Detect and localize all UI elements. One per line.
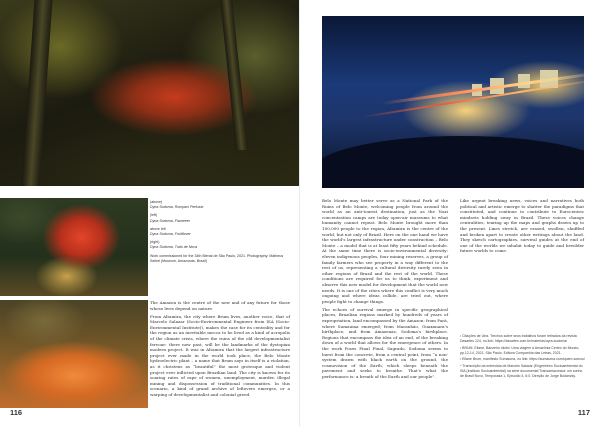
caption-entry: (right) Dyna Sodoma, Tudo de Nova xyxy=(150,240,198,250)
night-city-photo xyxy=(322,16,584,188)
footnote: ⁴ Transcrição da entrevista de Marcelo Salazar (Engenheiro Socioambiental do ISA (Instituto Socioambiental) na série documental Transamazonica: um sonho de Brasil Novo, Temporada 1, Episódio 3, 6:0. Direção de Jorge Bodanzky. xyxy=(460,363,583,378)
tree-trunk xyxy=(21,0,52,186)
footnotes xyxy=(460,334,586,380)
photo-captions xyxy=(150,200,290,267)
caption-entry: above left Dyna Sodoma, Fruitflover xyxy=(150,226,191,237)
paragraph: From Altamira, the city where Brum lives, another voice, that of Marcelo Salazar (Socio-Environmental Engineer from ISA (Socio-Environmental Institute)), makes the case for its centrality and for the region as an inevitable mecca to be lived as a kind of acropolis of the climate crisis, where the ruins of the old developmentalist fervour: there now past, will be the landmarks of the dystopian modern project. It was in Altamira that the largest infrastructure project ever made in the world took place, the Belo Monte hydroelectric plant – a name that Brum says in itself is a violation, as it christens as “beautiful” the most grotesque and violent project ever inflicted upon Brazilian land. The city is known for its soaring rates of rape of women, unemployment, murder, illegal mining and dispossession of traditional communities. In this scenario, a kind of grand archive of leftovers emerges, or a warping of developmentalist and colonial greed. xyxy=(150,313,290,397)
left-body-text xyxy=(150,300,290,400)
caption-note: Work commissioned for the 34th Bienal de São Paulo, 2021. Photography: Matheus Seibel (Museum, Amazonas, Brazil) xyxy=(150,253,284,263)
paragraph: The echoes of survival emerge in specific geographical places, Brazilian regions marked by hundreds of years of expropriation, land encompassed by the Amazon: from Pará, where Sumauma emerged; from Maranhão, Guaxanara’s birthplace, and from Amazonas, Sodoma’s birthplace. Regions that encompass the idea of an end, of the breaking down of a world that allows for the emergence of others. In the work Poses Final Final, Sagrado, Sodoma seems to burst from the concrete, from a central point, from “a non-system drawn with black earth on the ground, the cosmovision of the Earth, which sleeps beneath the pavement and seeks to breathe. That’s what the performance is: a breath of the Earth and our people”. xyxy=(322,306,448,379)
hillside-photo xyxy=(0,300,148,408)
page-number-right: 117 xyxy=(577,408,590,417)
caption-entry: (above) Dyna Sodoma, Rompaci Perfuzar xyxy=(150,200,204,210)
dark-hill xyxy=(322,136,584,188)
tree-trunk xyxy=(220,0,248,150)
footnote: ² BRUM, Eliane. Banzeiro òkòtó: Uma viagem à Amazônia Centro do Mundo, pp.12-14, 2021. São Paulo. Editora Companhia das Letras, 2021. xyxy=(460,345,580,355)
paragraph: Belo Monte may better serve as a National Park of the Ruins of Belo Monte, welcoming people from around the world as an anti-tourist destination, just as the Nazi concentration camps are today open-air museums to what humanity cannot repeat. Belo Monte brought more than 100,000 people to the region, Altamira is the centre of the world, but not only of Brazil. Here on the one hand we have the world’s largest infrastructure under construction – Belo Monte – a model that is at least fifty years behind schedule. At the same time there is socio-environmental diversity: eleven indigenous peoples, four mining reserves, a group of family farmers who see property in a way different to the rest of us, representing a cultural diversity rarely seen in other regions of Brazil and the rest of the world. These conditions are required for us to think, experiment and observe this new model for development that the world now needs. It is one of the cities where this conflict is very much ongoing and where ideas collide, are tried out, where people fight to change things. xyxy=(322,198,448,304)
right-page xyxy=(300,0,600,426)
paragraph: The Amazon is the centre of the now and of any future for those whose lives depend on nature. xyxy=(150,300,290,311)
footnote: ³ Eliane Brum, manifesto Sumauma, no link: https://sumauma.com/quem-somos/ xyxy=(460,357,585,361)
footnote: ¹ Citações de Utra. Trechos sobre seus trabalhos foram retirados da revista Dasartes 124, no link: https://dasartes.com.br/materias/uyra-sodoma/ xyxy=(460,334,577,343)
right-body-column-2 xyxy=(460,198,584,256)
flower-figure-photo xyxy=(0,198,148,296)
right-body-column-1 xyxy=(322,198,448,382)
caption-entry: (left) Dyna Sodoma, Flameeer xyxy=(150,213,190,223)
page-number-left: 116 xyxy=(10,408,23,417)
forest-photo xyxy=(0,0,300,186)
paragraph: Like urgent breaking news, voices and narratives both political and artistic emerge to shatter the paradigms that constituted, and continue to contribute to Eurocentric mindsets holding sway in Brazil. These voices change centralities, tearing up the maps and graphs drawn up to the present. Lines stretch, are erased, swollen, shuffled and broken apart to create other writings about the land. They sketch cartographies, survival guides at the end of one of the worlds we inhabit today to guide and bewilder future worlds to come. xyxy=(460,198,584,254)
